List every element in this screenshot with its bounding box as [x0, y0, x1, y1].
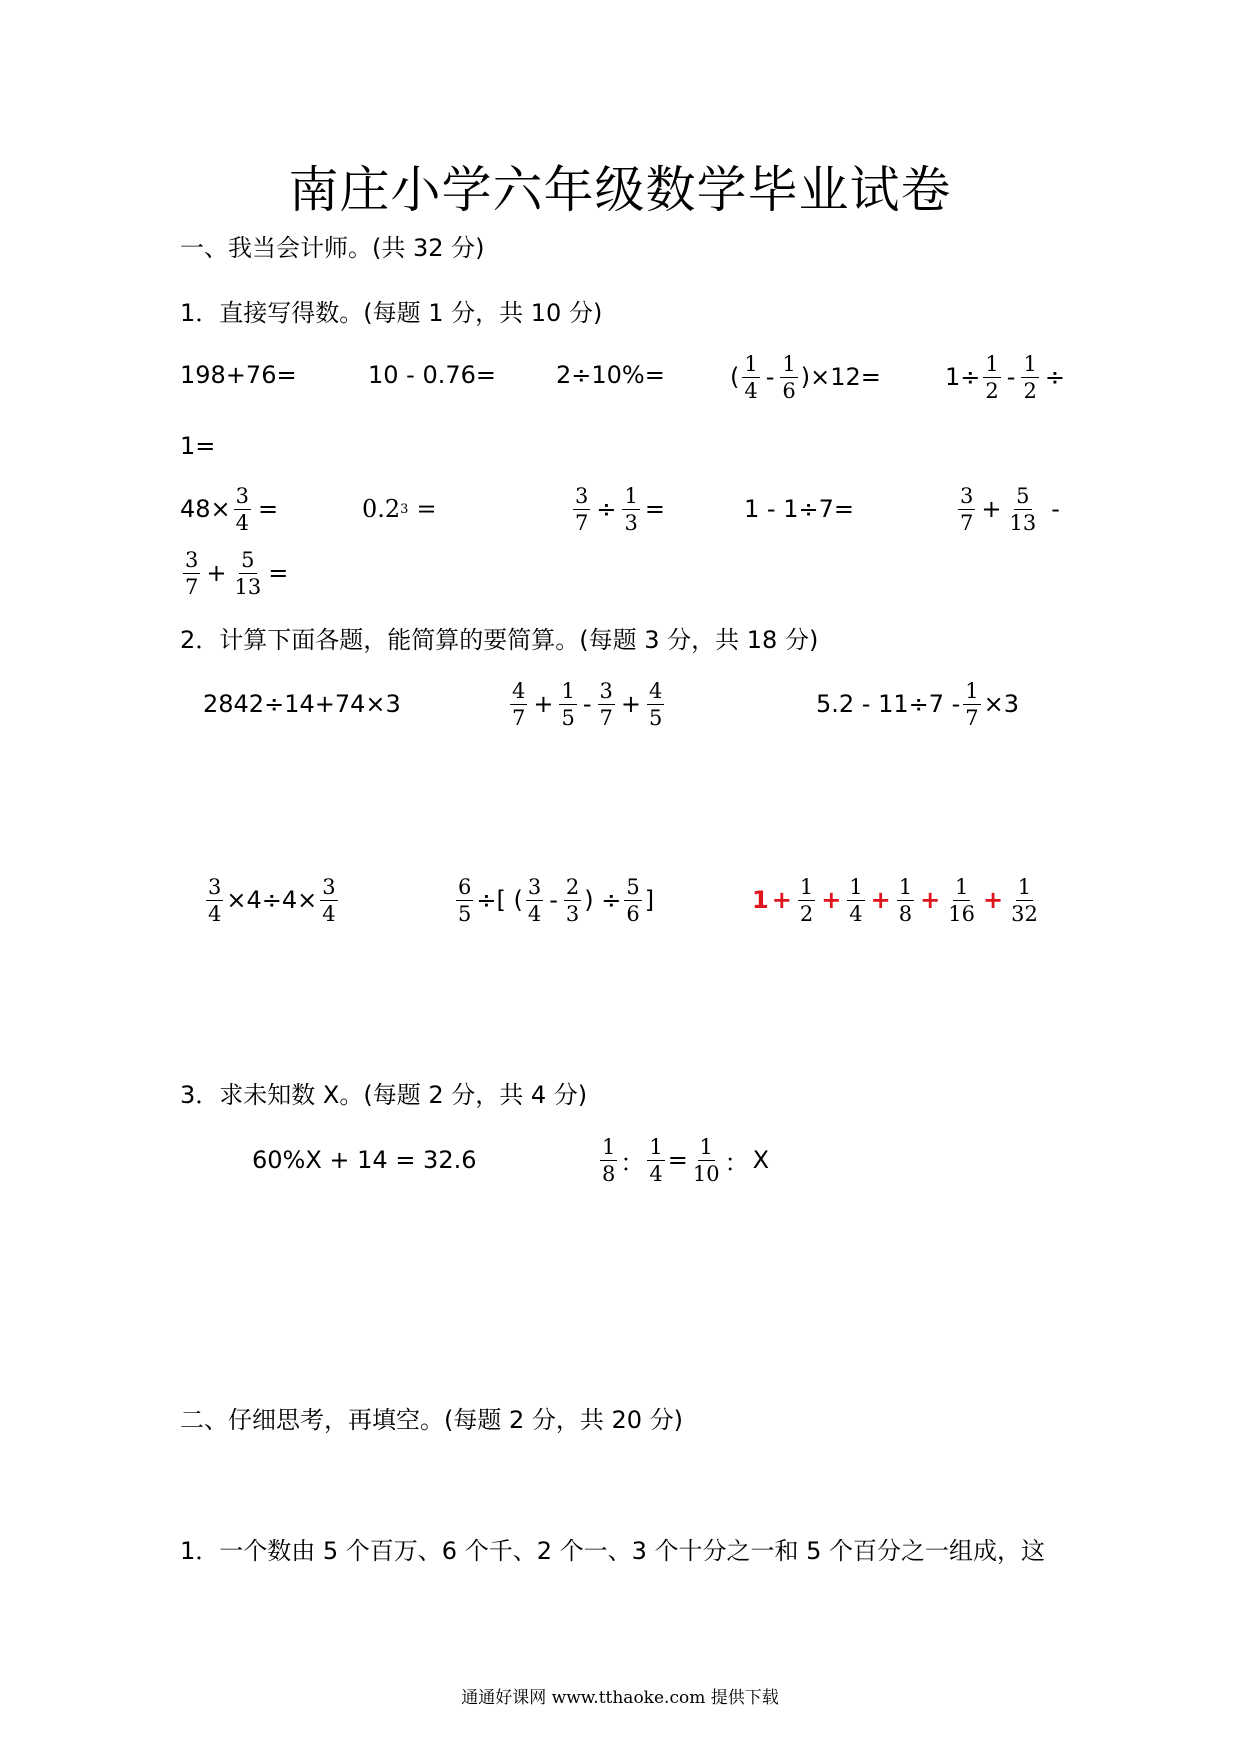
q2-problem-3: [816, 676, 1019, 732]
paren-open: (: [730, 363, 740, 391]
q2-problem-4: [203, 872, 341, 928]
red-plus: +: [821, 886, 842, 914]
fraction: $\frac{1}{2}$: [1023, 351, 1037, 403]
fraction: $\frac{3}{7}$: [575, 483, 589, 535]
bracket-end: ]: [644, 886, 655, 914]
operator: -: [1006, 363, 1016, 391]
q1-expr-3: 2÷10%=: [556, 361, 665, 389]
expr-tail: =: [268, 559, 289, 587]
operator: -: [549, 886, 558, 914]
operator: +: [981, 495, 1002, 523]
red-plus: +: [771, 886, 792, 914]
fraction: $\frac{3}{7}$: [185, 547, 199, 599]
fraction: $\frac{1}{6}$: [782, 351, 796, 403]
red-plus: +: [920, 886, 941, 914]
expr-tail: =: [644, 495, 665, 523]
fraction: $\frac{1}{2}$: [985, 351, 999, 403]
ratio-colon: ：: [620, 1148, 645, 1177]
fraction: $\frac{3}{7}$: [599, 678, 613, 730]
page-title: 南庄小学六年级数学毕业试卷: [288, 161, 952, 219]
fraction: $\frac{4}{7}$: [512, 678, 526, 730]
expr-mid: ×4÷4×: [226, 886, 318, 914]
fraction: $\frac{1}{8}$: [602, 1134, 616, 1186]
operator: ÷: [596, 495, 617, 523]
fraction: $\frac{5}{13}$: [234, 547, 262, 599]
fraction: $\frac{1}{10}$: [692, 1134, 720, 1186]
q1-expr-5-continued: 1=: [180, 432, 216, 460]
fraction: $\frac{1}{2}$: [799, 874, 814, 926]
power-exponent: 3: [400, 501, 409, 517]
unknown-x: X: [752, 1146, 770, 1174]
operator: -: [765, 363, 775, 391]
q2-problem-1: 2842÷14+74×3: [203, 690, 401, 718]
fraction: $\frac{3}{4}$: [322, 874, 336, 926]
fraction: $\frac{6}{5}$: [458, 874, 472, 926]
q1-expr-7: [362, 494, 437, 524]
operator: -: [1051, 495, 1060, 523]
fraction: $\frac{3}{4}$: [235, 483, 250, 535]
fraction: $\frac{5}{13}$: [1009, 483, 1037, 535]
expr-lead: 5.2 - 11÷7 -: [816, 690, 961, 718]
section2-question-1: 1．一个数由 5 个百万、6 个千、2 个一、3 个十分之一和 5 个百分之一组成，这: [180, 1537, 1046, 1565]
q3-equation-2: [597, 1132, 769, 1188]
q3-equation-1: 60%X + 14 = 32.6: [252, 1146, 477, 1174]
fraction: $\frac{1}{4}$: [649, 1134, 663, 1186]
ratio-colon: ：: [724, 1148, 749, 1177]
fraction: $\frac{3}{4}$: [527, 874, 542, 926]
expr-tail: =: [416, 495, 437, 523]
q2-problem-2: [507, 676, 667, 732]
q2-problem-5: [453, 872, 654, 928]
fraction: $\frac{1}{4}$: [744, 351, 758, 403]
operator: +: [620, 690, 642, 718]
page-footer: 通通好课网 www.tthaoke.com 提供下载: [461, 1688, 779, 1708]
fraction: $\frac{5}{6}$: [626, 874, 640, 926]
fraction: $\frac{1}{3}$: [624, 483, 638, 535]
expr-lead: 48×: [180, 495, 231, 523]
fraction: $\frac{2}{3}$: [565, 874, 580, 926]
operator: +: [206, 559, 227, 587]
q1-expr-2: 10 - 0.76=: [368, 361, 497, 389]
q1-expr-4: [730, 352, 881, 402]
power-base: 0.2: [362, 495, 401, 523]
q1-expr-8: [570, 482, 665, 536]
q1-heading: 1．直接写得数。(每题 1 分，共 10 分): [180, 299, 603, 327]
fraction: $\frac{3}{7}$: [960, 483, 974, 535]
q1-expr-1: 198+76=: [180, 361, 297, 389]
fraction: $\frac{1}{5}$: [561, 678, 575, 730]
q1-expr-10: [955, 482, 1063, 536]
operator: -: [582, 690, 592, 718]
section2-heading: 二、仔细思考，再填空。(每题 2 分，共 20 分): [180, 1406, 684, 1434]
expr-tail: )×12=: [800, 363, 881, 391]
equals-sign: =: [667, 1146, 688, 1174]
red-plus: +: [870, 886, 891, 914]
fraction: $\frac{1}{32}$: [1011, 874, 1038, 926]
operator: +: [533, 690, 554, 718]
q2-heading: 2．计算下面各题，能简算的要简算。(每题 3 分，共 18 分): [180, 626, 819, 654]
expr-tail: ×3: [983, 690, 1020, 718]
fraction: $\frac{1}{7}$: [965, 678, 979, 730]
fraction: $\frac{1}{8}$: [898, 874, 913, 926]
expr-lead: 1÷: [945, 363, 981, 391]
q2-problem-6: [752, 872, 1043, 928]
red-plus: +: [983, 886, 1004, 914]
bracket-open: ÷[ (: [476, 886, 523, 914]
q1-expr-10-continued: [180, 546, 288, 600]
q1-expr-5: [945, 352, 1068, 402]
operator: ÷: [1044, 363, 1065, 391]
q1-expr-9: 1 - 1÷7=: [744, 495, 854, 523]
bracket-close: ) ÷: [584, 886, 622, 914]
section1-heading: 一、我当会计师。(共 32 分): [180, 234, 485, 262]
q3-heading: 3．求未知数 X。(每题 2 分，共 4 分): [180, 1081, 588, 1109]
fraction: $\frac{3}{4}$: [208, 874, 222, 926]
q1-expr-6: [180, 482, 278, 536]
expr-tail: =: [258, 495, 279, 523]
fraction: $\frac{4}{5}$: [649, 678, 663, 730]
red-one: 1: [752, 886, 769, 914]
fraction: $\frac{1}{4}$: [849, 874, 863, 926]
fraction: $\frac{1}{16}$: [948, 874, 975, 926]
